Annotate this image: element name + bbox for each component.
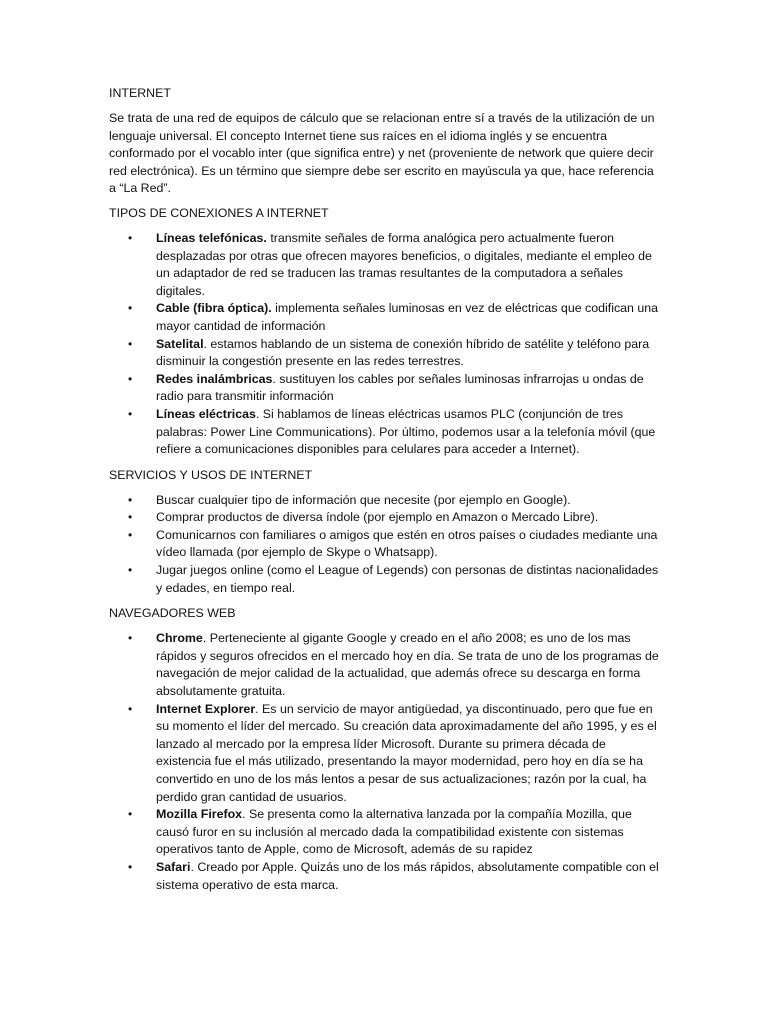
list-item: [109, 492, 660, 510]
bullet-icon: •: [128, 510, 133, 525]
list-item: [109, 701, 660, 807]
list-item: [109, 509, 660, 527]
bullet-icon: •: [128, 527, 133, 542]
bullet-icon: •: [128, 371, 133, 386]
section-heading-navegadores: NAVEGADORES WEB: [109, 606, 236, 621]
bullet-icon: •: [128, 230, 133, 245]
item-text: . Se presenta como la alternativa lanzada por la compañía Mozilla, que causó furor en su inclusión al mercado dada la compatibilidad existente con sistemas operativos tanto de Apple, como de Microsoft, además de su rapidez: [156, 807, 632, 857]
list-item: [109, 859, 660, 894]
servicios-list: [109, 492, 660, 598]
item-text: . sustituyen los cables por señales luminosas infrarrojas u ondas de radio para transmitir información: [156, 371, 644, 404]
bullet-icon: •: [128, 301, 133, 316]
item-text: . Creado por Apple. Quizás uno de los más rápidos, absolutamente compatible con el sistema operativo de esta marca.: [156, 859, 659, 892]
list-item: [109, 371, 660, 406]
bullet-icon: •: [128, 701, 133, 716]
item-text: . Perteneciente al gigante Google y creado en el año 2008; es uno de los mas rápidos y seguros ofrecidos en el mercado hoy en día. Se trata de uno de los programas de navegación de mejor calidad de la actualidad, que además ofrece su descarga en forma absolutamente gratuita.: [156, 631, 659, 699]
item-text: Buscar cualquier tipo de información que necesite (por ejemplo en Google).: [156, 492, 571, 507]
bullet-icon: •: [128, 859, 133, 874]
item-term: Líneas telefónicas.: [156, 230, 267, 245]
item-text: Jugar juegos online (como el League of Legends) con personas de distintas nacionalidades y edades, en tiempo real.: [156, 563, 659, 595]
bullet-icon: •: [128, 336, 133, 351]
item-term: Chrome: [156, 631, 203, 646]
item-term: Redes inalámbricas: [156, 371, 273, 386]
item-text: transmite señales de forma analógica pero actualmente fueron desplazadas por otras que ofrecen mayores beneficios, o digitales, mediante el empleo de un adaptador de red se traducen las tramas resultantes de la computadora a señales digitales.: [156, 230, 652, 298]
bullet-icon: •: [128, 492, 133, 507]
item-term: Satelital: [156, 336, 204, 351]
list-item: [109, 562, 660, 597]
item-term: Safari: [156, 859, 191, 874]
bullet-icon: •: [128, 563, 133, 578]
list-item: [109, 300, 660, 335]
item-text: implementa señales luminosas en vez de eléctricas que codifican una mayor cantidad de información: [156, 301, 659, 333]
tipos-list: [109, 230, 660, 459]
item-text: Comprar productos de diversa índole (por ejemplo en Amazon o Mercado Libre).: [156, 510, 599, 525]
navegadores-list: [109, 630, 660, 894]
item-term: Líneas eléctricas: [156, 406, 256, 421]
intro-paragraph: Se trata de una red de equipos de cálculo que se relacionan entre sí a través de la utilización de un lenguaje universal. El concepto Internet tiene sus raíces en el idioma inglés y se encuentra conformado por el vocablo inter (que significa entre) y net (proveniente de network que quiere decir red electrónica). Es un término que siempre debe ser escrito en mayúscula ya que, hace referencia a “La Red”.: [109, 111, 655, 196]
item-term: Mozilla Firefox: [156, 807, 243, 822]
item-text: . Es un servicio de mayor antigüedad, ya discontinuado, pero que fue en su momento el líder del mercado. Su creación data aproximadamente del año 1995, y es el lanzado al mercado por la empresa líder Microsoft. Durante su primera década de existencia fue el más utilizado, presentando la mayor modernidad, pero hoy en día se ha convertido en uno de los más lentos a pesar de sus actualizaciones; razón por la cual, ha perdido gran cantidad de usuarios.: [156, 701, 657, 804]
item-term: Internet Explorer: [156, 701, 256, 716]
document-title: INTERNET: [109, 86, 171, 100]
list-item: [109, 630, 660, 700]
item-text: . Si hablamos de líneas eléctricas usamos PLC (conjunción de tres palabras: Power Line Communications). Por último, podemos usar a la telefonía móvil (que refiere a comunicaciones disponibles para celulares para acceder a Internet).: [156, 406, 656, 457]
item-text: Comunicarnos con familiares o amigos que estén en otros países o ciudades mediante una vídeo llamada (por ejemplo de Skype o Whatsapp).: [156, 527, 658, 560]
bullet-icon: •: [128, 631, 133, 646]
section-heading-servicios: SERVICIOS Y USOS DE INTERNET: [109, 467, 313, 482]
list-item: [109, 406, 660, 459]
section-heading-tipos: TIPOS DE CONEXIONES A INTERNET: [109, 205, 329, 220]
list-item: [109, 527, 660, 562]
item-text: . estamos hablando de un sistema de conexión híbrido de satélite y teléfono para disminuir la congestión presente en las redes terrestres.: [156, 336, 650, 369]
list-item: [109, 336, 660, 371]
list-item: [109, 230, 660, 300]
bullet-icon: •: [128, 406, 133, 421]
list-item: [109, 806, 660, 859]
bullet-icon: •: [128, 807, 133, 822]
item-term: Cable (fibra óptica).: [156, 301, 272, 316]
